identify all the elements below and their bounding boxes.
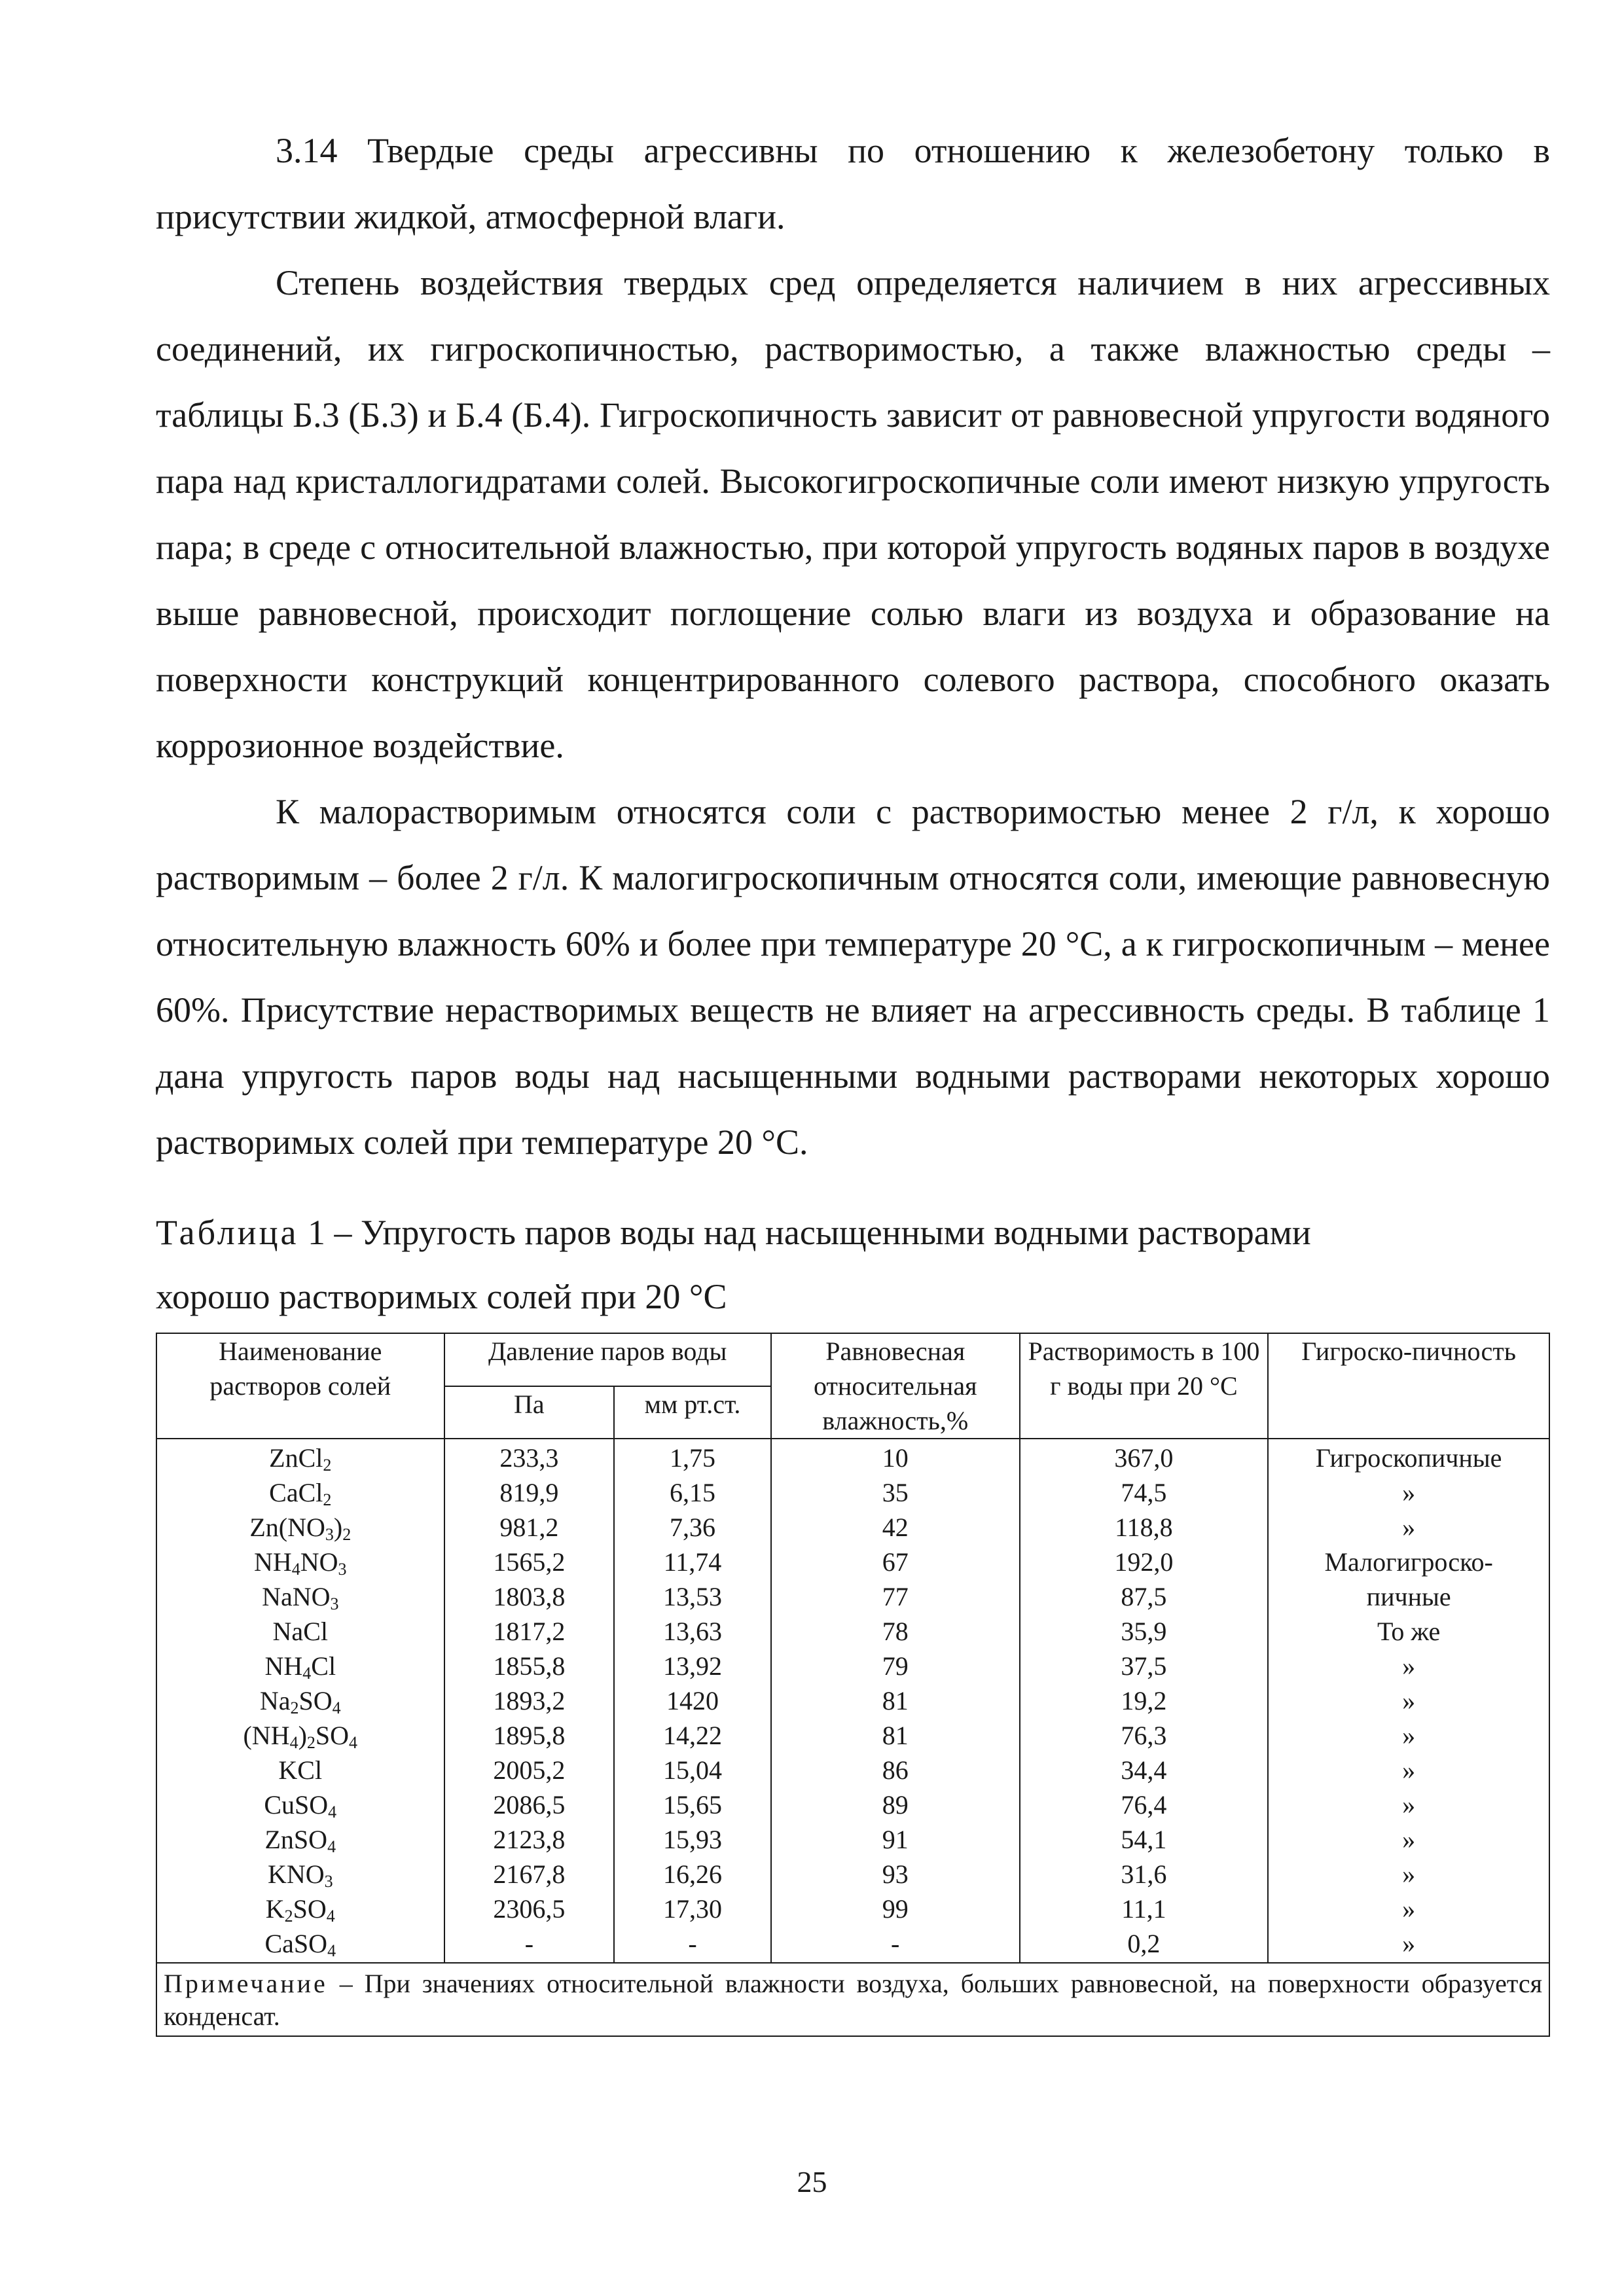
table-row bbox=[156, 1614, 1549, 1649]
pressure-mmhg-cell: 13,53 bbox=[614, 1579, 771, 1614]
humidity-cell: 81 bbox=[771, 1718, 1020, 1753]
humidity-cell: 89 bbox=[771, 1787, 1020, 1822]
table-row bbox=[156, 1926, 1549, 1963]
salt-formula-cell: NaNO$_3$ bbox=[156, 1579, 444, 1614]
humidity-cell: 91 bbox=[771, 1822, 1020, 1857]
salt-formula-cell: CaSO$_4$ bbox=[156, 1926, 444, 1963]
pressure-pa-cell: - bbox=[444, 1926, 615, 1963]
header-solubility: Растворимость в 100 г воды при 20 °С bbox=[1020, 1333, 1269, 1439]
solubility-cell: 367,0 bbox=[1020, 1439, 1269, 1475]
salt-formula-cell: $Zn(NO_3)_2$ bbox=[156, 1510, 444, 1545]
table-caption bbox=[156, 1200, 1550, 1329]
table-row bbox=[156, 1475, 1549, 1510]
salt-formula-cell: $(NH_4)_2SO_4$ bbox=[156, 1718, 444, 1753]
header-salt-name: Наименование растворов солей bbox=[156, 1333, 444, 1439]
hygroscopicity-cell: пичные bbox=[1268, 1579, 1549, 1614]
header-mmhg: мм рт.ст. bbox=[614, 1386, 771, 1439]
pressure-pa-cell: 2167,8 bbox=[444, 1857, 615, 1892]
humidity-cell: - bbox=[771, 1926, 1020, 1963]
table-row bbox=[156, 1545, 1549, 1579]
hygroscopicity-cell: » bbox=[1268, 1718, 1549, 1753]
note-label: Примечание bbox=[164, 1969, 328, 1998]
solubility-cell: 76,3 bbox=[1020, 1718, 1269, 1753]
hygroscopicity-cell: » bbox=[1268, 1787, 1549, 1822]
header-pa: Па bbox=[444, 1386, 615, 1439]
paragraph-solubility: К малорастворимым относятся соли с растворимостью менее 2 г/л, к хорошо растворимым – более 2 г/л. К малогигроскопичным относятся соли, имеющие равновесную относительную влажность 60% и более при температуре 20 °С, а к гигроскопичным – менее 60%. Присутствие нерастворимых веществ не влияет на агрессивность среды. В таблице 1 дана упругость паров воды над насыщенными водными растворами некоторых хорошо растворимых солей при температуре 20 °С. bbox=[156, 792, 1550, 1162]
table-row bbox=[156, 1510, 1549, 1545]
salt-formula-cell: $K_2SO_4$ bbox=[156, 1892, 444, 1926]
solubility-cell: 0,2 bbox=[1020, 1926, 1269, 1963]
humidity-cell: 81 bbox=[771, 1683, 1020, 1718]
solubility-cell: 74,5 bbox=[1020, 1475, 1269, 1510]
table-row bbox=[156, 1718, 1549, 1753]
salt-formula-cell: $Na_2SO_4$ bbox=[156, 1683, 444, 1718]
pressure-mmhg-cell: 15,65 bbox=[614, 1787, 771, 1822]
solubility-cell: 35,9 bbox=[1020, 1614, 1269, 1649]
pressure-mmhg-cell: 15,93 bbox=[614, 1822, 771, 1857]
pressure-mmhg-cell: 1,75 bbox=[614, 1439, 771, 1475]
pressure-mmhg-cell: 13,92 bbox=[614, 1649, 771, 1683]
salt-formula-cell: ZnSO$_4$ bbox=[156, 1822, 444, 1857]
table-caption-text: 1 – Упругость паров воды над насыщенными водными растворами bbox=[298, 1213, 1311, 1252]
solubility-cell: 34,4 bbox=[1020, 1753, 1269, 1787]
hygroscopicity-cell: » bbox=[1268, 1892, 1549, 1926]
pressure-mmhg-cell: 16,26 bbox=[614, 1857, 771, 1892]
table-caption-line2: хорошо растворимых солей при 20 °С bbox=[156, 1277, 727, 1316]
paragraph-hygroscopicity: Степень воздействия твердых сред определяется наличием в них агрессивных соединений, их гигроскопичностью, растворимостью, а также влажностью среды – таблицы Б.3 (Б.3) и Б.4 (Б.4). Гигроскопичность зависит от равновесной упругости водяного пара над кристаллогидратами солей. Высокогигроскопичные соли имеют низкую упругость пара; в среде с относительной влажностью, при которой упругость водяных паров в воздухе выше равновесной, происходит поглощение солью влаги из воздуха и образование на поверхности конструкций концентрированного солевого раствора, способного оказать коррозионное воздействие. bbox=[156, 263, 1550, 765]
vapor-pressure-table bbox=[156, 1333, 1550, 2037]
hygroscopicity-cell: То же bbox=[1268, 1614, 1549, 1649]
pressure-pa-cell: 1565,2 bbox=[444, 1545, 615, 1579]
solubility-cell: 76,4 bbox=[1020, 1787, 1269, 1822]
solubility-cell: 19,2 bbox=[1020, 1683, 1269, 1718]
solubility-cell: 192,0 bbox=[1020, 1545, 1269, 1579]
humidity-cell: 86 bbox=[771, 1753, 1020, 1787]
table-row bbox=[156, 1822, 1549, 1857]
hygroscopicity-cell: » bbox=[1268, 1510, 1549, 1545]
solubility-cell: 37,5 bbox=[1020, 1649, 1269, 1683]
humidity-cell: 35 bbox=[771, 1475, 1020, 1510]
salt-formula-cell: $NH_4Cl$ bbox=[156, 1649, 444, 1683]
pressure-mmhg-cell: 15,04 bbox=[614, 1753, 771, 1787]
hygroscopicity-cell: Гигроскопичные bbox=[1268, 1439, 1549, 1475]
pressure-mmhg-cell: 6,15 bbox=[614, 1475, 771, 1510]
humidity-cell: 42 bbox=[771, 1510, 1020, 1545]
hygroscopicity-cell: » bbox=[1268, 1683, 1549, 1718]
pressure-mmhg-cell: 13,63 bbox=[614, 1614, 771, 1649]
humidity-cell: 10 bbox=[771, 1439, 1020, 1475]
pressure-mmhg-cell: 14,22 bbox=[614, 1718, 771, 1753]
page-number: 25 bbox=[797, 2165, 827, 2198]
salt-formula-cell: $NH_4NO_3$ bbox=[156, 1545, 444, 1579]
hygroscopicity-cell: » bbox=[1268, 1753, 1549, 1787]
table-body bbox=[156, 1439, 1549, 1963]
pressure-pa-cell: 1855,8 bbox=[444, 1649, 615, 1683]
table-row bbox=[156, 1892, 1549, 1926]
salt-formula-cell: $KNO_3$ bbox=[156, 1857, 444, 1892]
pressure-pa-cell: 2005,2 bbox=[444, 1753, 615, 1787]
humidity-cell: 77 bbox=[771, 1579, 1020, 1614]
pressure-mmhg-cell: - bbox=[614, 1926, 771, 1963]
salt-formula-cell: KCl bbox=[156, 1753, 444, 1787]
pressure-pa-cell: 819,9 bbox=[444, 1475, 615, 1510]
pressure-pa-cell: 981,2 bbox=[444, 1510, 615, 1545]
pressure-mmhg-cell: 11,74 bbox=[614, 1545, 771, 1579]
solubility-cell: 87,5 bbox=[1020, 1579, 1269, 1614]
pressure-pa-cell: 2306,5 bbox=[444, 1892, 615, 1926]
pressure-pa-cell: 233,3 bbox=[444, 1439, 615, 1475]
solubility-cell: 31,6 bbox=[1020, 1857, 1269, 1892]
hygroscopicity-cell: » bbox=[1268, 1926, 1549, 1963]
pressure-pa-cell: 1817,2 bbox=[444, 1614, 615, 1649]
hygroscopicity-cell: » bbox=[1268, 1475, 1549, 1510]
document-page bbox=[156, 118, 1550, 2037]
salt-formula-cell: CuSO$_4$ bbox=[156, 1787, 444, 1822]
note-text: – При значениях относительной влажности воздуха, больших равновесной, на поверхности образуется конденсат. bbox=[164, 1969, 1542, 2031]
humidity-cell: 78 bbox=[771, 1614, 1020, 1649]
hygroscopicity-cell: » bbox=[1268, 1822, 1549, 1857]
pressure-mmhg-cell: 1420 bbox=[614, 1683, 771, 1718]
pressure-pa-cell: 1803,8 bbox=[444, 1579, 615, 1614]
table-row bbox=[156, 1787, 1549, 1822]
table-caption-label: Таблица bbox=[156, 1213, 299, 1252]
salt-formula-cell: NaCl bbox=[156, 1614, 444, 1649]
salt-formula-cell: CaCl$_2$ bbox=[156, 1475, 444, 1510]
table-row bbox=[156, 1857, 1549, 1892]
solubility-cell: 118,8 bbox=[1020, 1510, 1269, 1545]
header-humidity: Равновесная относительная влажность,% bbox=[771, 1333, 1020, 1439]
header-pressure: Давление паров воды bbox=[444, 1333, 771, 1386]
table-row bbox=[156, 1649, 1549, 1683]
table-note bbox=[156, 1963, 1549, 2036]
humidity-cell: 79 bbox=[771, 1649, 1020, 1683]
salt-formula-cell: ZnCl$_2$ bbox=[156, 1439, 444, 1475]
table-row bbox=[156, 1753, 1549, 1787]
solubility-cell: 11,1 bbox=[1020, 1892, 1269, 1926]
table-row bbox=[156, 1579, 1549, 1614]
pressure-pa-cell: 2086,5 bbox=[444, 1787, 615, 1822]
header-hygroscopicity: Гигроско-пичность bbox=[1268, 1333, 1549, 1439]
humidity-cell: 99 bbox=[771, 1892, 1020, 1926]
humidity-cell: 67 bbox=[771, 1545, 1020, 1579]
hygroscopicity-cell: Малогигроско- bbox=[1268, 1545, 1549, 1579]
paragraph-3-14: 3.14 Твердые среды агрессивны по отношению к железобетону только в присутствии жидкой, атмосферной влаги. bbox=[156, 131, 1550, 236]
hygroscopicity-cell: » bbox=[1268, 1649, 1549, 1683]
table-row bbox=[156, 1683, 1549, 1718]
solubility-cell: 54,1 bbox=[1020, 1822, 1269, 1857]
pressure-mmhg-cell: 7,36 bbox=[614, 1510, 771, 1545]
table-row bbox=[156, 1439, 1549, 1475]
hygroscopicity-cell: » bbox=[1268, 1857, 1549, 1892]
humidity-cell: 93 bbox=[771, 1857, 1020, 1892]
pressure-pa-cell: 1893,2 bbox=[444, 1683, 615, 1718]
pressure-mmhg-cell: 17,30 bbox=[614, 1892, 771, 1926]
pressure-pa-cell: 2123,8 bbox=[444, 1822, 615, 1857]
pressure-pa-cell: 1895,8 bbox=[444, 1718, 615, 1753]
